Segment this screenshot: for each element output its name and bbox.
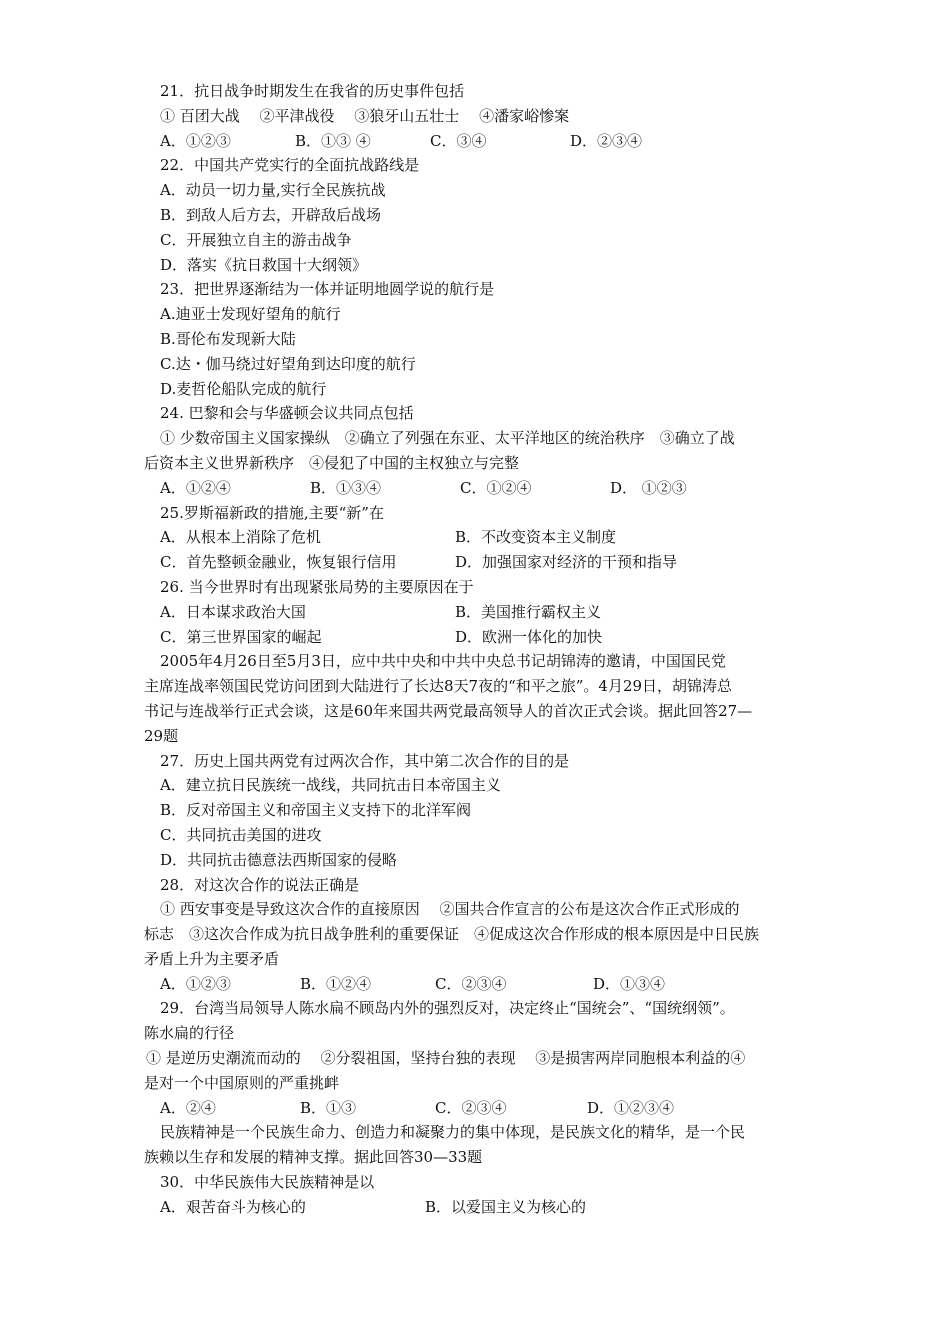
q21-option-a: A．①②③ — [160, 131, 231, 150]
q26-options-row1 — [160, 600, 832, 625]
q24-option-b: B．①③④ — [310, 478, 382, 497]
q24-options — [160, 476, 832, 501]
q28-options — [160, 972, 832, 997]
q30-option-a: A．艰苦奋斗为核心的 — [160, 1197, 306, 1216]
q22-option-d: D．落实《抗日救国十大纲领》 — [160, 255, 368, 274]
passage2-line2: 族赖以生存和发展的精神支撑。据此回答30—33题 — [144, 1148, 483, 1167]
q24-items-line2: 后资本主义世界新秩序 ④侵犯了中国的主权独立与完整 — [144, 453, 520, 472]
q27-stem: 27．历史上国共两党有过两次合作，其中第二次合作的目的是 — [160, 751, 570, 770]
q30-options — [160, 1195, 832, 1220]
passage2-line1: 民族精神是一个民族生命力、创造力和凝聚力的集中体现，是民族文化的精华，是一个民 — [160, 1123, 746, 1142]
q26-option-a: A．日本谋求政治大国 — [160, 602, 306, 621]
q26-option-d: D．欧洲一体化的加快 — [455, 627, 603, 646]
q24-option-a: A．①②④ — [160, 478, 231, 497]
q27-option-c: C．共同抗击美国的进攻 — [160, 825, 322, 844]
q26-options-row2 — [160, 625, 832, 650]
q23-option-d: D.麦哲伦船队完成的航行 — [160, 379, 327, 398]
q29-options — [160, 1096, 832, 1121]
q29-option-c: C．②③④ — [435, 1098, 507, 1117]
q27-option-a: A．建立抗日民族统一战线，共同抗击日本帝国主义 — [160, 776, 501, 795]
q22-option-b: B．到敌人后方去，开辟敌后战场 — [160, 205, 382, 224]
passage1-line2: 主席连战率领国民党访问团到大陆进行了长达8天7夜的“和平之旅”。4月29日，胡锦涛总 — [144, 677, 733, 696]
q21-option-c: C．③④ — [430, 131, 487, 150]
q21-option-b: B．①③ ④ — [295, 131, 371, 150]
q29-items-line1: ① 是逆历史潮流而动的 ②分裂祖国，坚持台独的表现 ③是损害两岸同胞根本利益的④ — [146, 1049, 746, 1068]
q27-option-d: D．共同抗击德意法西斯国家的侵略 — [160, 850, 398, 869]
q22-stem: 22．中国共产党实行的全面抗战路线是 — [160, 156, 420, 175]
q24-stem: 24. 巴黎和会与华盛顿会议共同点包括 — [160, 404, 414, 423]
q29-option-b: B．①③ — [300, 1098, 357, 1117]
passage1-line3: 书记与连战举行正式会谈，这是60年来国共两党最高领导人的首次正式会谈。据此回答27— — [144, 701, 753, 720]
q26-option-c: C．第三世界国家的崛起 — [160, 627, 322, 646]
passage1-line4: 29题 — [144, 726, 179, 745]
q29-items-line2: 是对一个中国原则的严重挑衅 — [144, 1073, 340, 1092]
question-list — [144, 79, 832, 1220]
q26-option-b: B．美国推行霸权主义 — [455, 602, 602, 621]
q28-items-line1: ① 西安事变是导致这次合作的直接原因 ②国共合作宣言的公布是这次合作正式形成的 — [160, 900, 740, 919]
q24-option-d: D． ①②③ — [610, 478, 687, 497]
q26-stem: 26. 当今世界时有出现紧张局势的主要原因在于 — [160, 577, 474, 596]
q29-option-d: D．①②③④ — [587, 1098, 675, 1117]
q24-items-line1: ① 少数帝国主义国家操纵 ②确立了列强在东亚、太平洋地区的统治秩序 ③确立了战 — [160, 429, 735, 448]
q28-option-a: A．①②③ — [160, 974, 231, 993]
q28-option-c: C．②③④ — [435, 974, 507, 993]
q28-stem: 28．对这次合作的说法正确是 — [160, 875, 360, 894]
q29-stem-line1: 29．台湾当局领导人陈水扁不顾岛内外的强烈反对，决定终止“国统会”、“国统纲领”。 — [160, 999, 735, 1018]
q30-option-b: B．以爱国主义为核心的 — [425, 1197, 587, 1216]
q29-option-a: A．②④ — [160, 1098, 216, 1117]
q25-stem: 25.罗斯福新政的措施,主要“新”在 — [160, 503, 384, 522]
q21-items: ① 百团大战 ②平津战役 ③狼牙山五壮士 ④潘家峪惨案 — [160, 106, 570, 125]
q25-option-a: A．从根本上消除了危机 — [160, 528, 321, 547]
q25-options-row2 — [160, 550, 832, 575]
q22-option-c: C．开展独立自主的游击战争 — [160, 230, 352, 249]
q23-option-a: A.迪亚士发现好望角的航行 — [160, 305, 341, 324]
q25-options-row1 — [160, 525, 832, 550]
q21-option-d: D．②③④ — [570, 131, 643, 150]
q29-stem-line2: 陈水扁的行径 — [144, 1024, 235, 1043]
q28-option-b: B．①②④ — [300, 974, 372, 993]
q23-stem: 23．把世界逐渐结为一体并证明地圆学说的航行是 — [160, 280, 495, 299]
q27-option-b: B．反对帝国主义和帝国主义支持下的北洋军阀 — [160, 801, 472, 820]
q24-option-c: C．①②④ — [460, 478, 532, 497]
q23-option-c: C.达・伽马绕过好望角到达印度的航行 — [160, 354, 416, 373]
q25-option-b: B．不改变资本主义制度 — [455, 528, 617, 547]
q25-option-d: D．加强国家对经济的干预和指导 — [455, 553, 678, 572]
q28-items-line3: 矛盾上升为主要矛盾 — [144, 949, 280, 968]
q21-options — [160, 129, 832, 154]
q22-option-a: A．动员一切力量,实行全民族抗战 — [160, 181, 386, 200]
q23-option-b: B.哥伦布发现新大陆 — [160, 329, 296, 348]
q21-stem: 21．抗日战争时期发生在我省的历史事件包括 — [160, 82, 465, 100]
q28-option-d: D．①③④ — [593, 974, 666, 993]
passage1-line1: 2005年4月26日至5月3日，应中共中央和中共中央总书记胡锦涛的邀请，中国国民党 — [160, 652, 726, 671]
q30-stem: 30．中华民族伟大民族精神是以 — [160, 1173, 375, 1192]
q25-option-c: C．首先整顿金融业，恢复银行信用 — [160, 553, 397, 572]
q28-items-line2: 标志 ③这次合作成为抗日战争胜利的重要保证 ④促成这次合作形成的根本原因是中日民族 — [144, 925, 760, 944]
